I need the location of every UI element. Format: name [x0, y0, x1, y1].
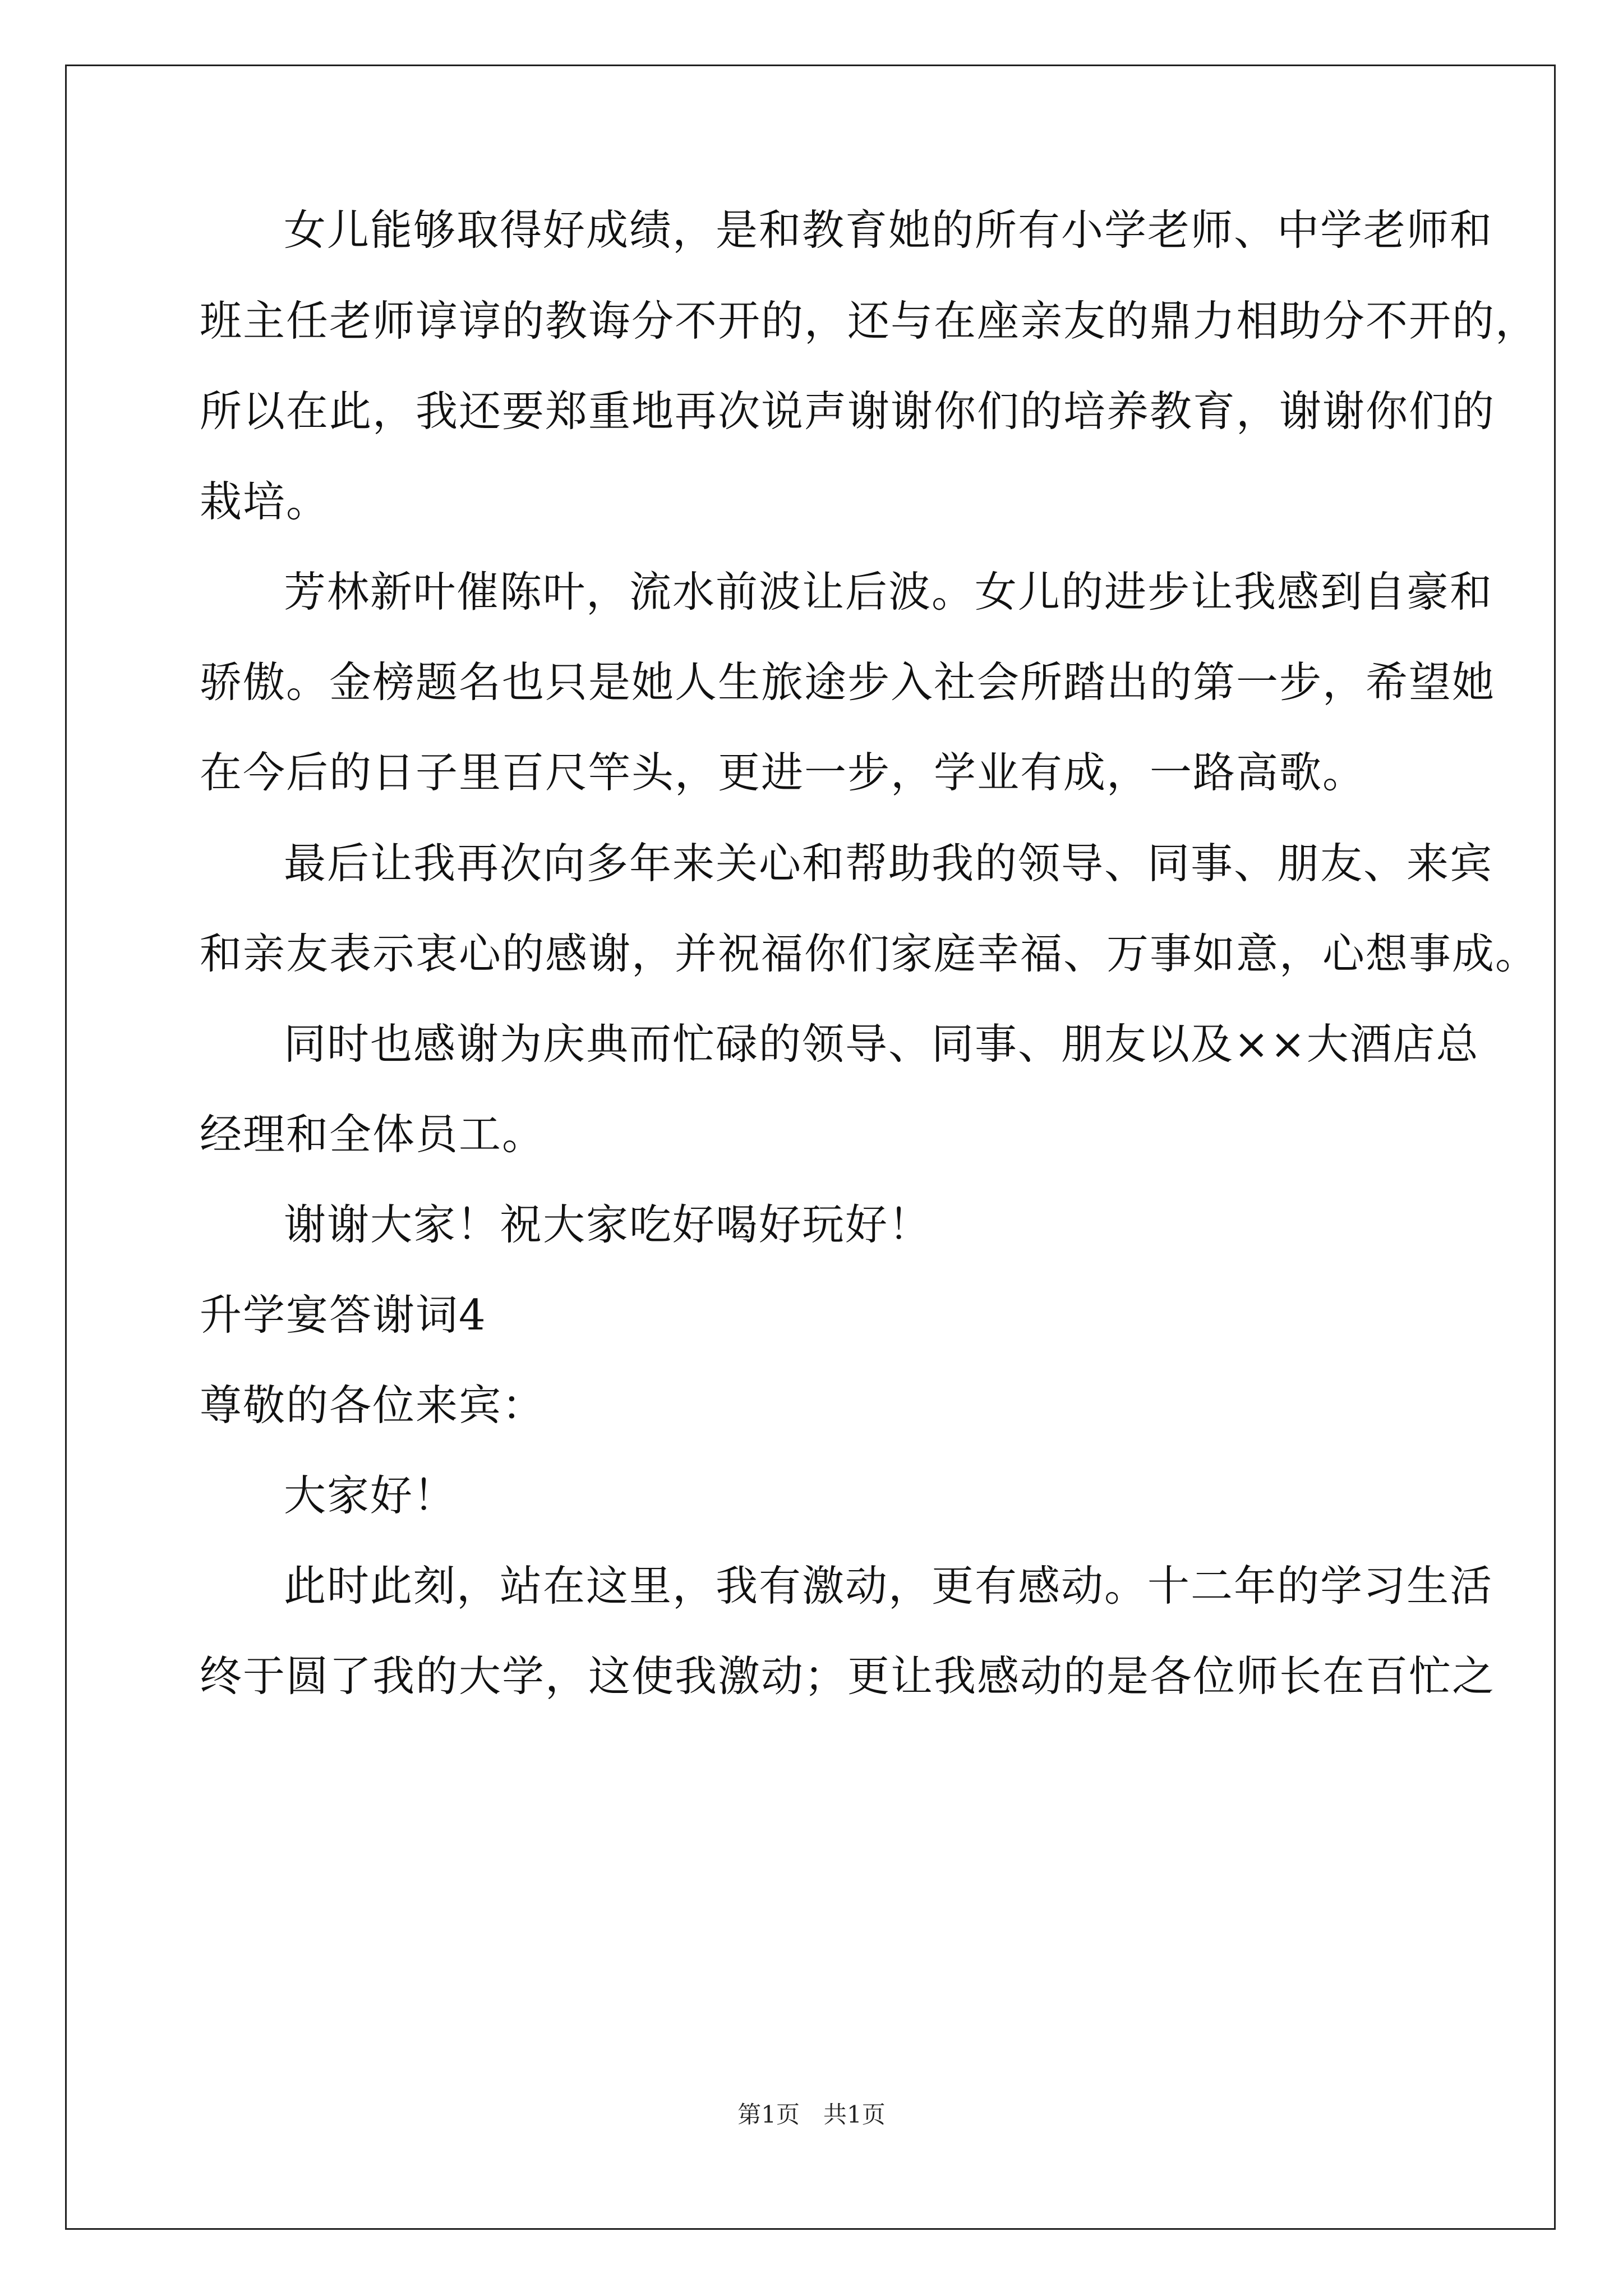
paragraph-line: 此时此刻，站在这里，我有激动，更有感动。十二年的学习生活 [284, 1561, 1493, 1611]
paragraph-line: 和亲友表示衷心的感谢，并祝福你们家庭幸福、万事如意，心想事成。 [200, 929, 1539, 978]
paragraph-line: 栽培。 [200, 477, 330, 526]
section-heading: 升学宴答谢词4 [200, 1290, 487, 1340]
paragraph-line: 同时也感谢为庆典而忙碌的领导、同事、朋友以及××大酒店总 [284, 1019, 1479, 1069]
paragraph-line: 所以在此，我还要郑重地再次说声谢谢你们的培养教育，谢谢你们的 [200, 386, 1496, 436]
paragraph-line: 骄傲。金榜题名也只是她人生旅途步入社会所踏出的第一步，希望她 [200, 657, 1496, 707]
paragraph-line: 在今后的日子里百尺竿头，更进一步，学业有成，一路高歌。 [200, 748, 1366, 797]
paragraph-line: 女儿能够取得好成绩，是和教育她的所有小学老师、中学老师和 [284, 205, 1493, 255]
page-footer: 第1页 共1页 [737, 2101, 886, 2128]
paragraph-line: 芳林新叶催陈叶，流水前波让后波。女儿的进步让我感到自豪和 [284, 567, 1493, 616]
paragraph-line: 班主任老师谆谆的教诲分不开的，还与在座亲友的鼎力相助分不开的， [200, 296, 1539, 346]
salutation: 尊敬的各位来宾： [200, 1381, 546, 1430]
paragraph-line: 谢谢大家！祝大家吃好喝好玩好！ [284, 1200, 932, 1249]
paragraph-line: 终于圆了我的大学，这使我激动；更让我感动的是各位师长在百忙之 [200, 1651, 1496, 1701]
paragraph-line: 经理和全体员工。 [200, 1110, 546, 1159]
greeting: 大家好！ [284, 1471, 457, 1520]
paragraph-line: 最后让我再次向多年来关心和帮助我的领导、同事、朋友、来宾 [284, 839, 1493, 888]
